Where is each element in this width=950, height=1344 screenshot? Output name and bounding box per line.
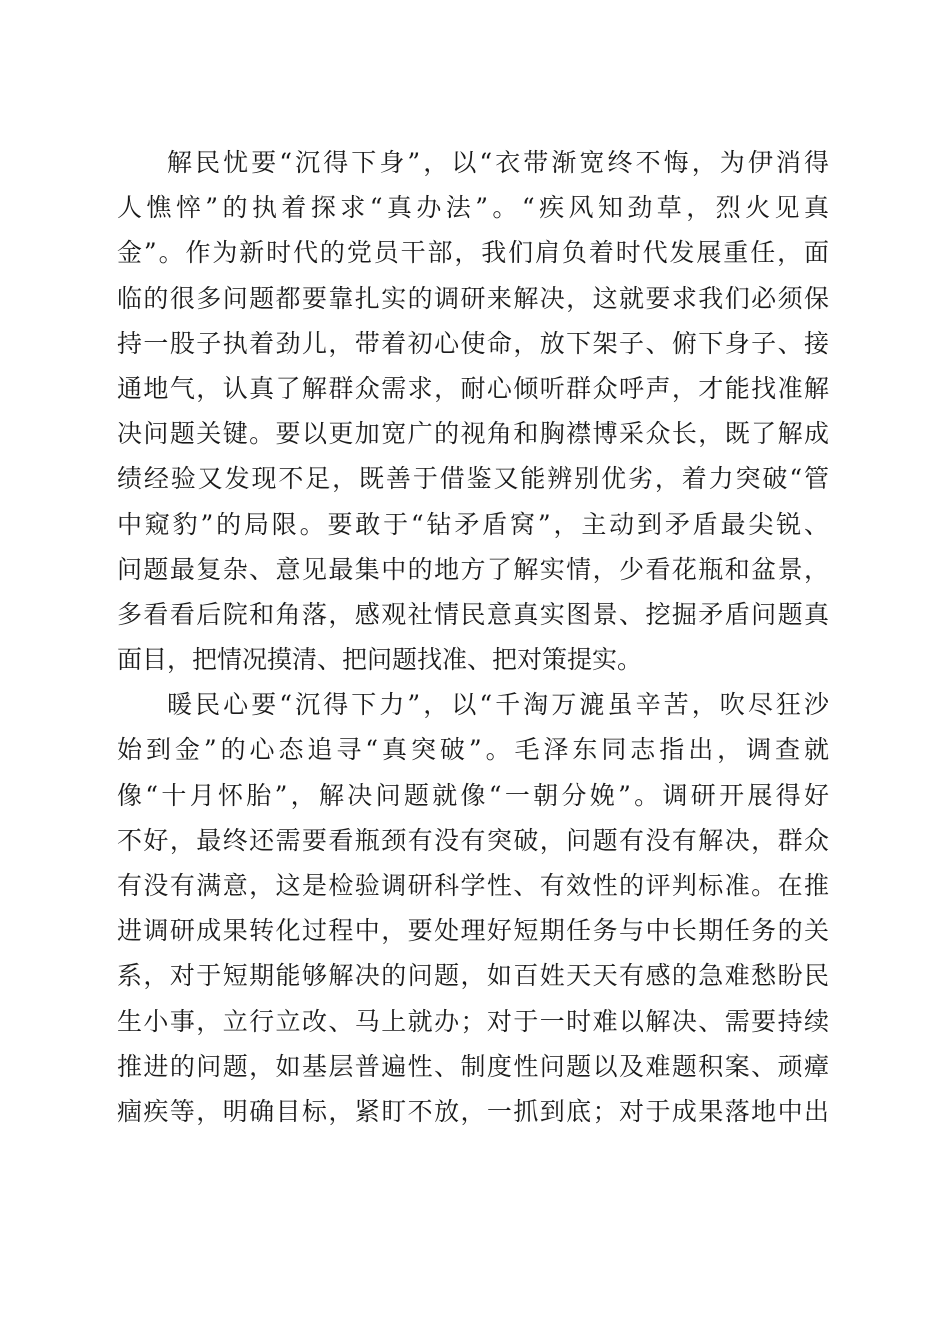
paragraph-line: 持一股子执着劲儿，带着初心使命，放下架子、俯下身子、接 — [117, 328, 829, 358]
paragraph-line: 问题最复杂、意见最集中的地方了解实情，少看花瓶和盆景， — [117, 554, 829, 584]
paragraph-line: 金”。作为新时代的党员干部，我们肩负着时代发展重任，面 — [117, 238, 829, 268]
paragraph-line: 暖民心要“沉得下力”，以“千淘万漉虽辛苦，吹尽狂沙 — [167, 690, 829, 720]
paragraph-line: 解民忧要“沉得下身”，以“衣带渐宽终不悔，为伊消得 — [167, 148, 829, 177]
paragraph-line: 通地气，认真了解群众需求，耐心倾听群众呼声，才能找准解 — [117, 373, 829, 403]
paragraph-line: 人憔悴”的执着探求“真办法”。“疾风知劲草，烈火见真 — [117, 193, 829, 223]
paragraph-line: 临的很多问题都要靠扎实的调研来解决，这就要求我们必须保 — [117, 283, 829, 313]
paragraph-line: 决问题关键。要以更加宽广的视角和胸襟博采众长，既了解成 — [117, 419, 829, 449]
document-body — [117, 140, 829, 1134]
paragraph-line: 系，对于短期能够解决的问题，如百姓天天有感的急难愁盼民 — [117, 961, 829, 991]
paragraph-line: 痼疾等，明确目标，紧盯不放，一抓到底；对于成果落地中出 — [117, 1096, 829, 1126]
paragraph-line: 推进的问题，如基层普遍性、制度性问题以及难题积案、顽瘴 — [117, 1051, 829, 1081]
paragraph-line: 像“十月怀胎”，解决问题就像“一朝分娩”。调研开展得好 — [117, 780, 829, 810]
paragraph-line: 不好，最终还需要看瓶颈有没有突破，问题有没有解决，群众 — [117, 825, 829, 855]
paragraph-line: 绩经验又发现不足，既善于借鉴又能辨别优劣，着力突破“管 — [117, 464, 829, 494]
paragraph-2 — [117, 682, 829, 1134]
paragraph-line: 进调研成果转化过程中，要处理好短期任务与中长期任务的关 — [117, 916, 829, 946]
paragraph-line: 多看看后院和角落，感观社情民意真实图景、挖掘矛盾问题真 — [117, 599, 829, 629]
paragraph-line: 有没有满意，这是检验调研科学性、有效性的评判标准。在推 — [117, 871, 829, 900]
paragraph-line: 面目，把情况摸清、把问题找准、把对策提实。 — [117, 645, 643, 675]
paragraph-line: 生小事，立行立改、马上就办；对于一时难以解决、需要持续 — [117, 1006, 829, 1036]
paragraph-1 — [117, 140, 829, 682]
paragraph-line: 始到金”的心态追寻“真突破”。毛泽东同志指出，调查就 — [117, 735, 829, 765]
paragraph-line: 中窥豹”的局限。要敢于“钻矛盾窝”，主动到矛盾最尖锐、 — [117, 509, 829, 539]
